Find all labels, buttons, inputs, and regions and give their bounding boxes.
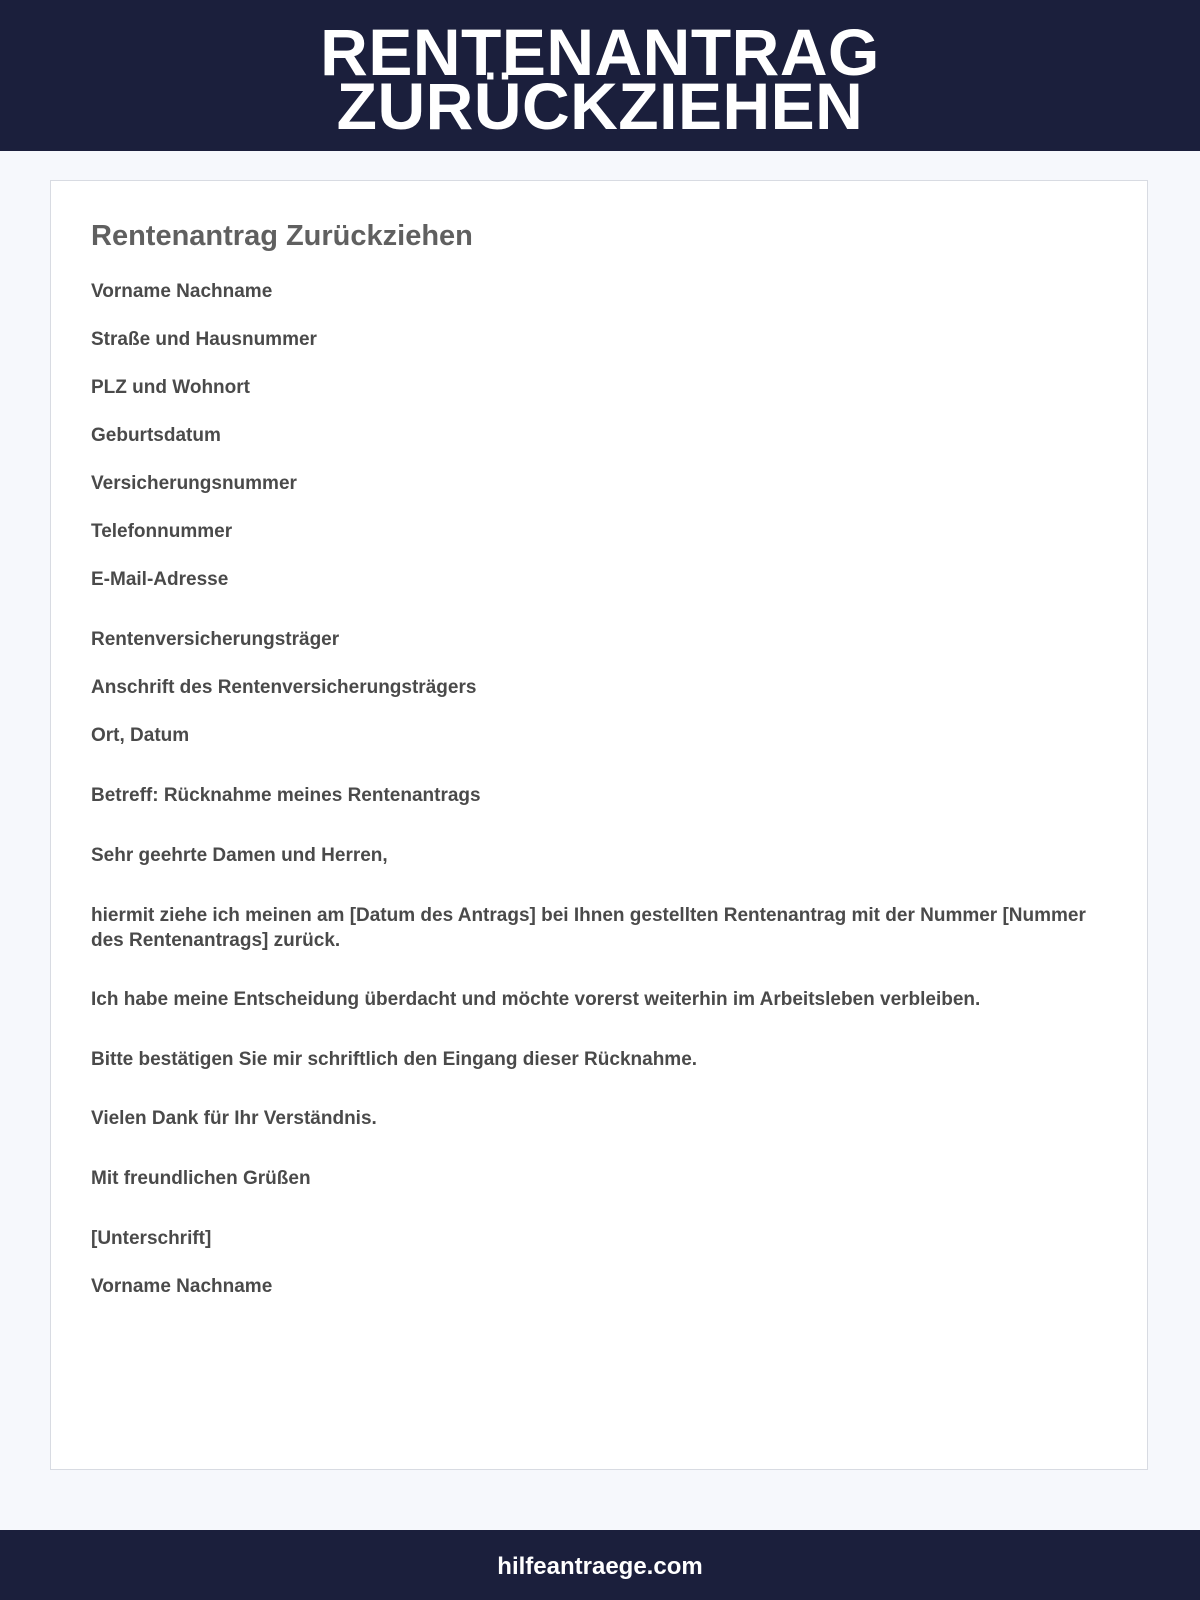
- page-title: RENTENANTRAG ZURÜCKZIEHEN: [320, 14, 880, 143]
- sender-name: Vorname Nachname: [91, 281, 273, 302]
- subject-line: Betreff: Rücknahme meines Rentenantrags: [91, 785, 481, 806]
- page-header: [0, 0, 1200, 151]
- sender-birthdate: Geburtsdatum: [91, 425, 221, 446]
- sender-street: Straße und Hausnummer: [91, 329, 317, 350]
- footer-site-link[interactable]: hilfeantraege.com: [497, 1553, 703, 1580]
- place-date: Ort, Datum: [91, 725, 190, 746]
- signature-placeholder: [Unterschrift]: [91, 1228, 212, 1249]
- body-paragraph: hiermit ziehe ich meinen am [Datum des Antrags] bei Ihnen gestellten Rentenantrag mit der Nummer [Nummer des Rentenantrags] zurück.: [91, 905, 1086, 951]
- sender-city: PLZ und Wohnort: [91, 377, 250, 398]
- sender-phone: Telefonnummer: [91, 521, 233, 542]
- recipient-address: Anschrift des Rentenversicherungsträgers: [91, 677, 477, 698]
- page-footer: [0, 1530, 1200, 1600]
- letter-card: [50, 180, 1148, 1470]
- body-paragraph: Ich habe meine Entscheidung überdacht und möchte vorerst weiterhin im Arbeitsleben verbleiben.: [91, 989, 981, 1010]
- sender-email: E-Mail-Adresse: [91, 569, 229, 590]
- document-title: Rentenantrag Zurückziehen: [91, 220, 473, 252]
- body-paragraph: Bitte bestätigen Sie mir schriftlich den Eingang dieser Rücknahme.: [91, 1049, 698, 1070]
- signature-name: Vorname Nachname: [91, 1276, 273, 1297]
- closing: Mit freundlichen Grüßen: [91, 1168, 311, 1189]
- sender-insurance-number: Versicherungsnummer: [91, 473, 297, 494]
- body-paragraph: Vielen Dank für Ihr Verständnis.: [91, 1108, 377, 1129]
- recipient-name: Rentenversicherungsträger: [91, 629, 340, 650]
- salutation: Sehr geehrte Damen und Herren,: [91, 845, 388, 866]
